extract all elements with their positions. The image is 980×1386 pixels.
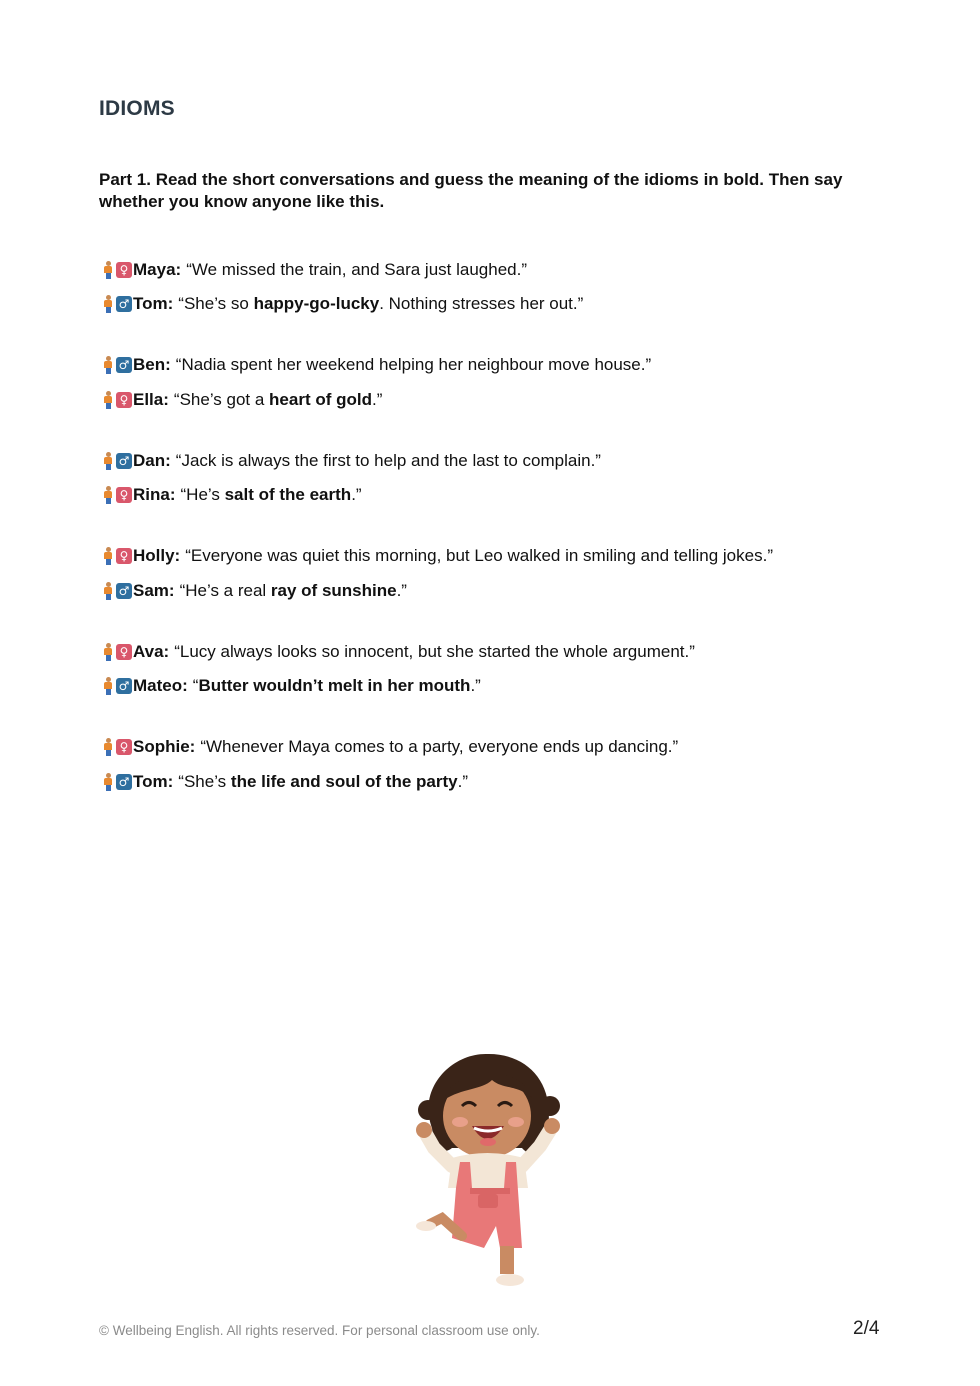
male-sign-icon: ♂ (116, 453, 132, 469)
conversation-block (104, 734, 924, 796)
dialogue-text (176, 355, 651, 375)
dialogue-text (174, 390, 382, 410)
dialogue-fragment: .” (396, 580, 407, 600)
male-sign-icon: ♂ (116, 678, 132, 694)
female-sign-icon: ♀ (116, 739, 132, 755)
dialogue-text (181, 485, 362, 505)
dialogue-text (180, 581, 407, 601)
dialogue-line (104, 482, 924, 509)
conversation-list (104, 256, 924, 830)
speaker-name: Rina: (133, 485, 176, 505)
dialogue-fragment: “She’s got a (173, 389, 270, 409)
person-icon (104, 391, 112, 409)
speaker-name: Tom: (133, 772, 174, 792)
speaker-name: Mateo: (133, 676, 188, 696)
dialogue-text (185, 546, 773, 566)
person-icon (104, 356, 112, 374)
speaker-name: Tom: (133, 294, 174, 314)
speaker-name: Ella: (133, 389, 169, 409)
dialogue-line (104, 734, 924, 761)
male-sign-icon: ♂ (116, 296, 132, 312)
idiom-text: the life and soul of the party (230, 772, 458, 792)
dialogue-fragment: “Lucy always looks so innocent, but she started the whole argument.” (174, 641, 695, 661)
person-icon (104, 295, 112, 313)
dialogue-line (104, 769, 924, 796)
conversation-block (104, 543, 924, 605)
dialogue-line (104, 577, 924, 604)
female-sign-icon: ♀ (116, 262, 132, 278)
dialogue-line (104, 638, 924, 665)
person-icon (104, 643, 112, 661)
person-icon (104, 486, 112, 504)
female-sign-icon: ♀ (116, 392, 132, 408)
female-sign-icon: ♀ (116, 548, 132, 564)
female-sign-icon: ♀ (116, 487, 132, 503)
person-icon (104, 677, 112, 695)
dialogue-text (178, 294, 583, 314)
dialogue-fragment: .” (470, 676, 481, 696)
dialogue-line (104, 386, 924, 413)
speaker-name: Ben: (133, 355, 171, 375)
dialogue-text (200, 737, 678, 757)
idiom-text: Butter wouldn’t melt in her mouth (198, 676, 471, 696)
dialogue-line (104, 543, 924, 570)
person-icon (104, 582, 112, 600)
idiom-text: ray of sunshine (270, 580, 397, 600)
dialogue-line (104, 673, 924, 700)
speaker-name: Holly: (133, 546, 181, 566)
conversation-block (104, 256, 924, 318)
speaker-name: Sophie: (133, 737, 196, 757)
dialogue-fragment: .” (457, 772, 468, 792)
conversation-block (104, 638, 924, 700)
dialogue-fragment: “Whenever Maya comes to a party, everyone ends up dancing.” (200, 737, 679, 757)
person-icon (104, 261, 112, 279)
male-sign-icon: ♂ (116, 357, 132, 373)
dialogue-fragment: “She’s so (178, 294, 254, 314)
male-sign-icon: ♂ (116, 774, 132, 790)
happy-girl-illustration (412, 1048, 564, 1292)
conversation-block (104, 352, 924, 414)
person-icon (104, 738, 112, 756)
dialogue-fragment: “He’s (180, 485, 225, 505)
female-sign-icon: ♀ (116, 644, 132, 660)
dialogue-line (104, 447, 924, 474)
dialogue-text (178, 772, 468, 792)
dialogue-fragment: “Jack is always the first to help and the last to complain.” (175, 450, 601, 470)
dialogue-fragment: “He’s a real (179, 580, 271, 600)
page-title: IDIOMS (99, 97, 175, 120)
idiom-text: happy-go-lucky (253, 294, 380, 314)
dialogue-fragment: .” (372, 389, 383, 409)
dialogue-line (104, 256, 924, 283)
dialogue-line (104, 291, 924, 318)
dialogue-fragment: . Nothing stresses her out.” (379, 294, 584, 314)
person-icon (104, 773, 112, 791)
dialogue-fragment: “Everyone was quiet this morning, but Leo walked in smiling and telling jokes.” (185, 546, 773, 566)
dialogue-text (186, 260, 527, 280)
conversation-block (104, 447, 924, 509)
idiom-text: salt of the earth (224, 485, 352, 505)
dialogue-fragment: “She’s (178, 772, 231, 792)
instructions: Part 1. Read the short conversations and guess the meaning of the idioms in bold. Then say whether you know anyone like this. (99, 170, 843, 211)
dialogue-text (193, 676, 481, 696)
speaker-name: Dan: (133, 450, 171, 470)
page-number: 2/4 (853, 1318, 880, 1339)
speaker-name: Ava: (133, 641, 170, 661)
dialogue-fragment: “ (192, 676, 199, 696)
male-sign-icon: ♂ (116, 583, 132, 599)
dialogue-fragment: .” (351, 485, 362, 505)
speaker-name: Sam: (133, 580, 175, 600)
dialogue-text (176, 451, 601, 471)
dialogue-fragment: “Nadia spent her weekend helping her neighbour move house.” (175, 355, 652, 375)
idiom-text: heart of gold (269, 389, 372, 409)
dialogue-line (104, 352, 924, 379)
dialogue-fragment: “We missed the train, and Sara just laughed.” (186, 259, 527, 279)
person-icon (104, 452, 112, 470)
dialogue-text (174, 642, 695, 662)
speaker-name: Maya: (133, 259, 182, 279)
person-icon (104, 547, 112, 565)
copyright-notice: © Wellbeing English. All rights reserved. For personal classroom use only. (99, 1323, 540, 1338)
